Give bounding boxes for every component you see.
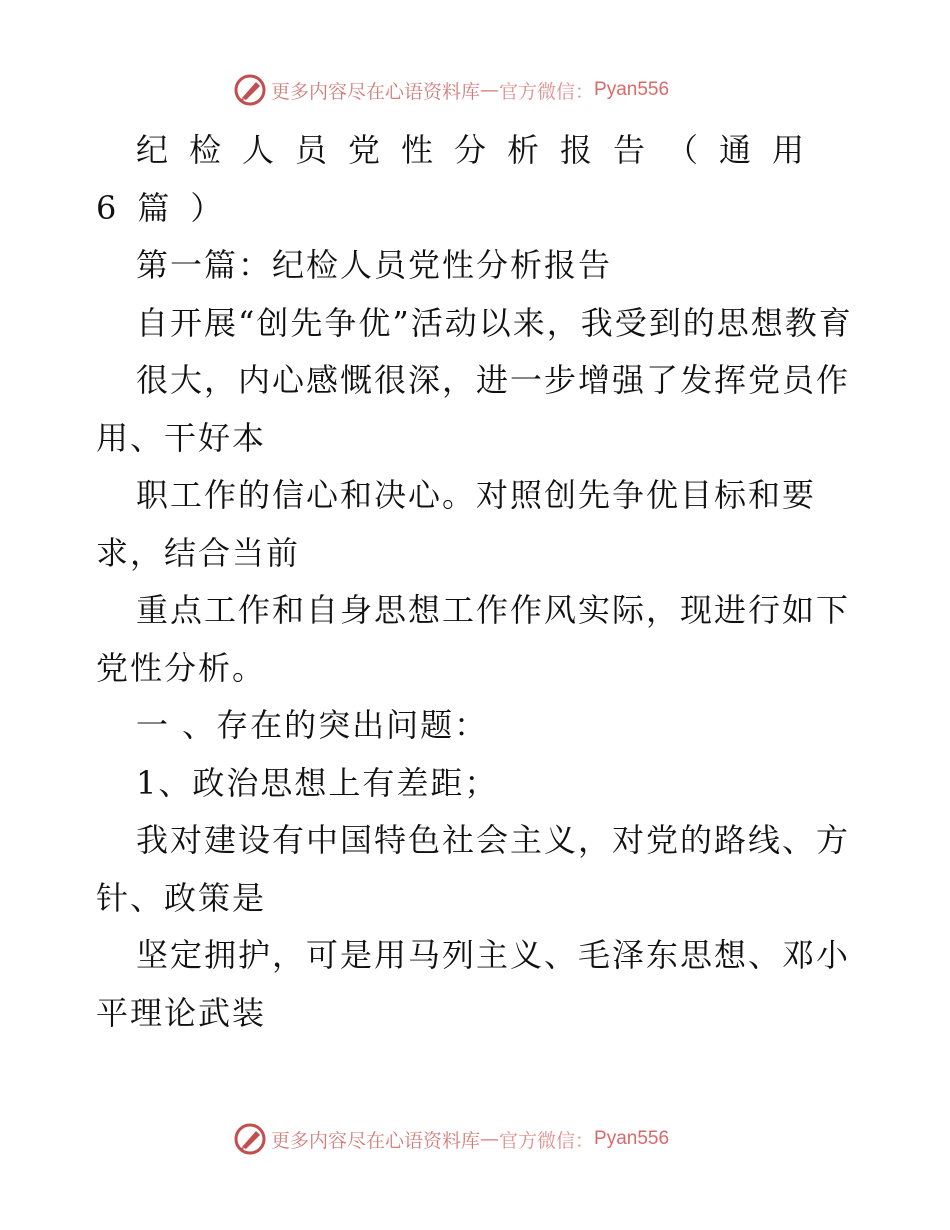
watermark-banner-top [233,72,669,108]
watermark-wechat-id: Pyan556 [594,79,670,100]
watermark-site-text: 更多内容尽在心语资料库 [271,80,481,103]
paragraph: 一 、存在的突出问题： [136,706,489,744]
watermark-banner-bottom [233,1121,669,1157]
document-title: 纪检人员党性分析报告（通用6篇） [96,131,826,227]
paragraph: 1、政治思想上有差距； [136,763,499,802]
paragraph: 职工作的信心和决心。对照创先争优目标和要求，结合当前 [96,476,817,572]
watermark-wechat-id: Pyan556 [594,1128,670,1149]
watermark-wechat-label: 官方微信： [499,80,595,103]
document-body [96,122,856,1042]
watermark-dash: — [480,79,500,101]
paragraph: 第一篇：纪检人员党性分析报告 [136,246,613,284]
paragraph: 很大，内心感慨很深，进一步增强了发挥党员作用、干好本 [96,361,851,457]
paragraph: 坚定拥护，可是用马列主义、毛泽东思想、邓小平理论武装 [96,936,851,1032]
watermark-site-text: 更多内容尽在心语资料库 [271,1129,481,1152]
pen-logo-icon [233,73,267,107]
paragraph: 自开展“创先争优”活动以来，我受到的思想教育 [136,303,853,342]
watermark-wechat-label: 官方微信： [499,1129,595,1152]
watermark-dash: — [480,1128,500,1150]
pen-logo-icon [233,1122,267,1156]
paragraph: 重点工作和自身思想工作作风实际，现进行如下党性分析。 [96,591,851,687]
paragraph: 我对建设有中国特色社会主义，对党的路线、方针、政策是 [96,821,851,917]
